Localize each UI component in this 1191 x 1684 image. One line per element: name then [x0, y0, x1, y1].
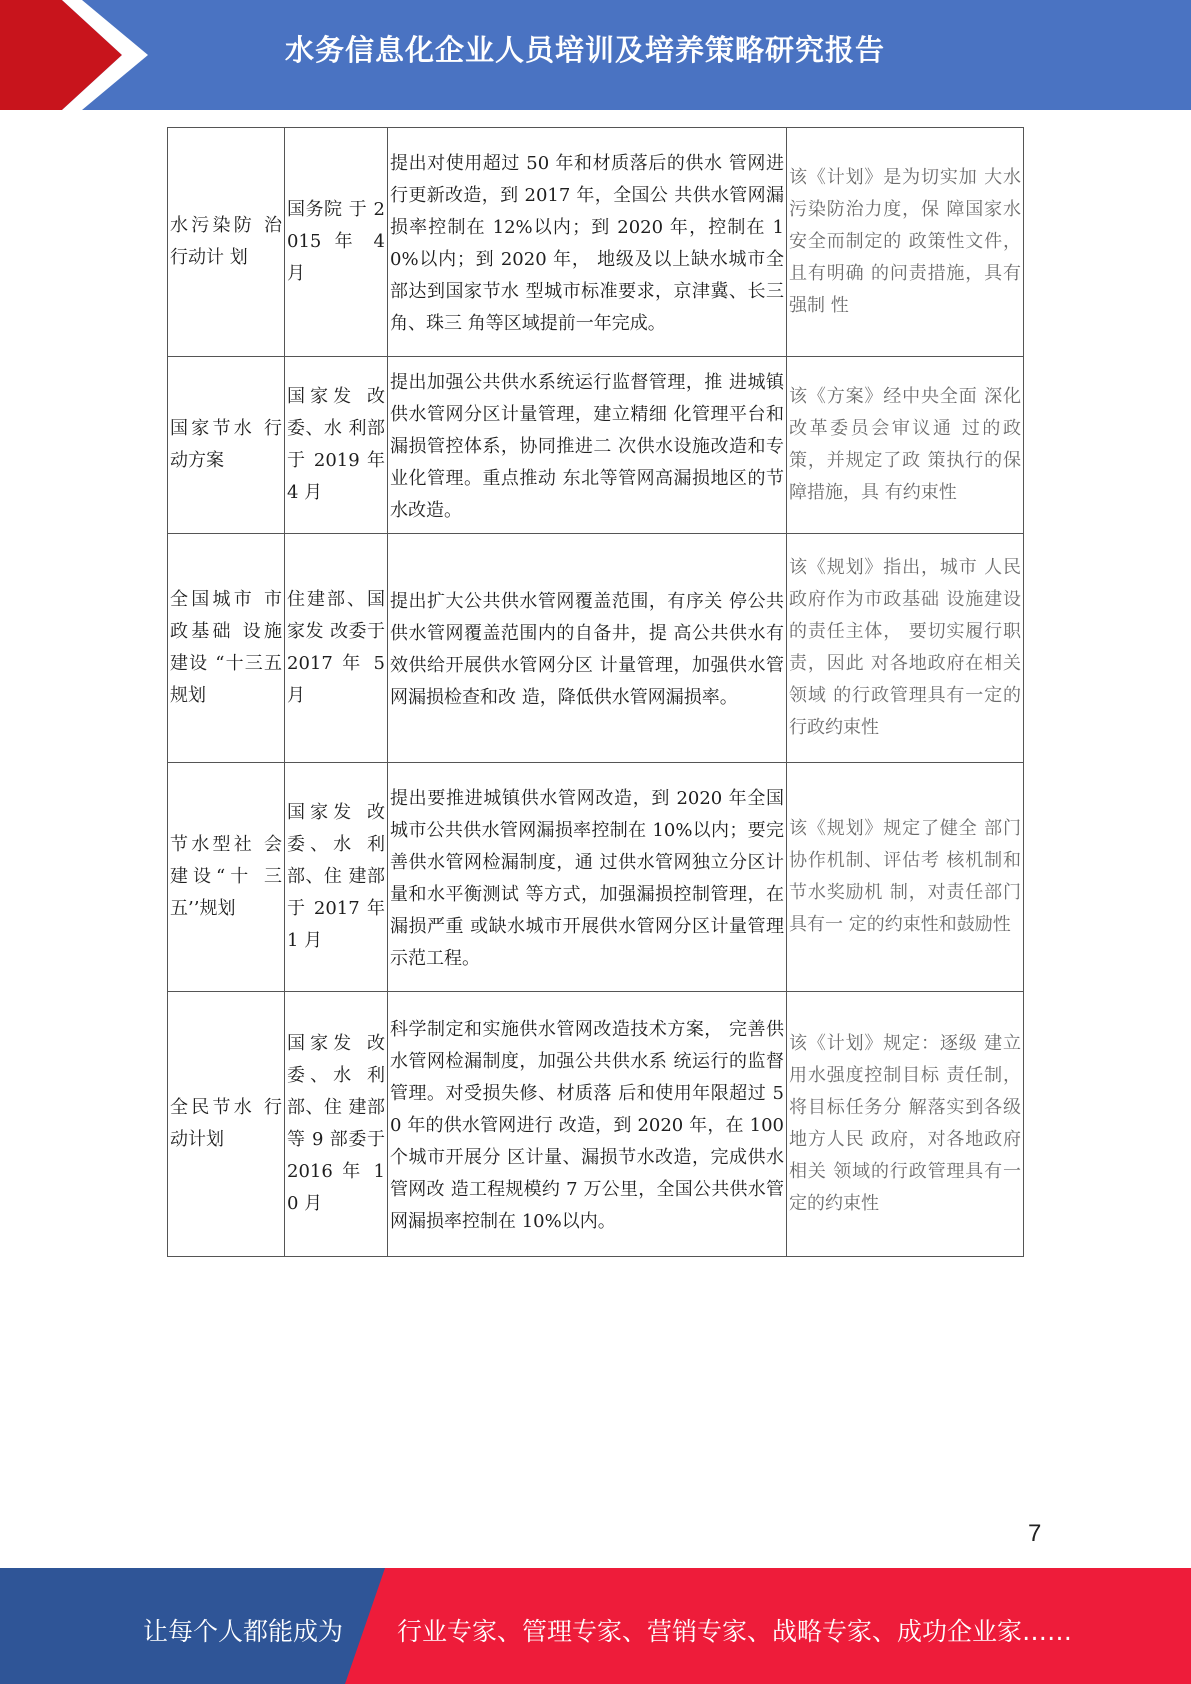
content-cell: 科学制定和实施供水管网改造技术方案， 完善供水管网检漏制度，加强公共供水系 统运行的监督管理。对受损失修、材质落 后和使用年限超过 50 年的供水管网进行 改造，到 2020 年，在 100 个城市开展分 区计量、漏损节水改造，完成供水管网改 造工程规模约 7 万公里，全国公共供水管 网漏损率控制在 10%以内。: [388, 992, 787, 1257]
policy-name-cell: 节水型社 会建设“十 三五’’规划: [168, 763, 285, 992]
page-footer: [0, 1568, 1191, 1684]
policy-name-cell: 国家节水 行动方案: [168, 357, 285, 534]
table-row: [168, 763, 1024, 992]
policy-name-cell: 水污染防 治行动计 划: [168, 128, 285, 357]
footer-slogan-right: 行业专家、管理专家、营销专家、战略专家、成功企业家……: [397, 1617, 1073, 1646]
page-header: [0, 0, 1191, 110]
effect-cell: 该《计划》是为切实加 大水污染防治力度，保 障国家水安全而制定的 政策性文件，且有明确 的问责措施，具有强制 性: [787, 128, 1024, 357]
content-cell: 提出扩大公共供水管网覆盖范围，有序关 停公共供水管网覆盖范围内的自备井，提 高公共供水有效供给开展供水管网分区 计量管理，加强供水管网漏损检查和改 造，降低供水管网漏损率。: [388, 534, 787, 763]
table-row: [168, 357, 1024, 534]
issuer-cell: 国家发 改委、水 利部、住 建部等 9 部委于 2016 年 10 月: [285, 992, 388, 1257]
policy-table: [167, 127, 1024, 1257]
report-title: 水务信息化企业人员培训及培养策略研究报告: [285, 33, 886, 67]
table-row: [168, 128, 1024, 357]
content-cell: 提出加强公共供水系统运行监督管理，推 进城镇供水管网分区计量管理，建立精细 化管理平台和漏损管控体系，协同推进二 次供水设施改造和专业化管理。重点推动 东北等管网高漏损地区的节水改造。: [388, 357, 787, 534]
effect-cell: 该《计划》规定：逐级 建立用水强度控制目标 责任制，将目标任务分 解落实到各级地方人民 政府，对各地政府相关 领域的行政管理具有一 定的约束性: [787, 992, 1024, 1257]
table-row: [168, 992, 1024, 1257]
header-arrow-decoration: [0, 0, 160, 110]
policy-name-cell: 全国城市 市政基础 设施建设 “十三五 规划: [168, 534, 285, 763]
policy-name-cell: 全民节水 行动计划: [168, 992, 285, 1257]
effect-cell: 该《方案》经中央全面 深化改革委员会审议通 过的政策，并规定了政 策执行的保障措施，具 有约束性: [787, 357, 1024, 534]
issuer-cell: 国家发 改委、水 利部、住 建部于 2017 年 1 月: [285, 763, 388, 992]
issuer-cell: 国务院 于 2015 年 4 月: [285, 128, 388, 357]
footer-slogan-left: 让每个人都能成为: [143, 1617, 344, 1646]
content-cell: 提出对使用超过 50 年和材质落后的供水 管网进行更新改造，到 2017 年，全国公 共供水管网漏损率控制在 12%以内；到 2020 年，控制在 10%以内；到 2020 年， 地级及以上缺水城市全部达到国家节水 型城市标准要求，京津冀、长三角、珠三 角等区域提前一年完成。: [388, 128, 787, 357]
issuer-cell: 住建部、国家发 改委于 2017 年 5 月: [285, 534, 388, 763]
effect-cell: 该《规划》规定了健全 部门协作机制、评估考 核机制和节水奖励机 制，对责任部门具有一 定的约束性和鼓励性: [787, 763, 1024, 992]
issuer-cell: 国家发 改委、水 利部于 2019 年 4 月: [285, 357, 388, 534]
content-cell: 提出要推进城镇供水管网改造，到 2020 年全国城市公共供水管网漏损率控制在 10%以内；要完善供水管网检漏制度，通 过供水管网独立分区计量和水平衡测试 等方式，加强漏损控制管理，在漏损严重 或缺水城市开展供水管网分区计量管理 示范工程。: [388, 763, 787, 992]
effect-cell: 该《规划》指出，城市 人民政府作为市政基础 设施建设的责任主体， 要切实履行职责，因此 对各地政府在相关领域 的行政管理具有一定的 行政约束性: [787, 534, 1024, 763]
page-number: 7: [1028, 1520, 1042, 1547]
table-row: [168, 534, 1024, 763]
